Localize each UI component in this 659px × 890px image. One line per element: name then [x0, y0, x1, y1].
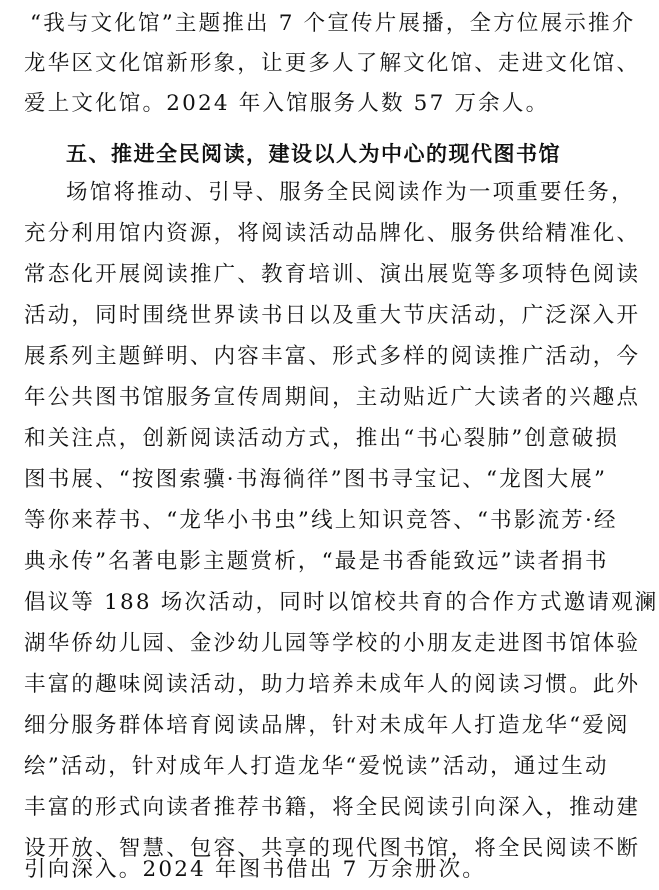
- paragraph-line: 绘”活动，针对成年人打造龙华“爱悦读”活动，通过生动: [24, 754, 609, 779]
- paragraph-line: “我与文化馆”主题推出 7 个宣传片展播，全方位展示推介: [30, 11, 636, 36]
- paragraph-line: 展系列主题鲜明、内容丰富、形式多样的阅读推广活动，今: [24, 344, 641, 369]
- paragraph-line: 倡议等 188 场次活动，同时以馆校共育的合作方式邀请观澜: [24, 590, 659, 615]
- paragraph-line: 设开放、智慧、包容、共享的现代图书馆，将全民阅读不断: [24, 836, 641, 861]
- paragraph-line: 典永传”名著电影主题赏析，“最是书香能致远”读者捐书: [24, 549, 609, 574]
- paragraph-line: 丰富的趣味阅读活动，助力培养未成年人的阅读习惯。此外: [24, 672, 641, 697]
- paragraph-line: 年公共图书馆服务宣传周期间，主动贴近广大读者的兴趣点: [24, 385, 641, 410]
- paragraph-line: 活动，同时围绕世界读书日以及重大节庆活动，广泛深入开: [24, 303, 641, 328]
- paragraph-line: 丰富的形式向读者推荐书籍，将全民阅读引向深入，推动建: [24, 795, 641, 820]
- paragraph-line: 常态化开展阅读推广、教育培训、演出展览等多项特色阅读: [24, 262, 641, 287]
- paragraph-line: 充分利用馆内资源，将阅读活动品牌化、服务供给精准化、: [24, 221, 641, 246]
- paragraph-line: 细分服务群体培育阅读品牌，针对未成年人打造龙华“爱阅: [24, 713, 630, 738]
- paragraph-line: 场馆将推动、引导、服务全民阅读作为一项重要任务，: [66, 180, 635, 205]
- paragraph-line: 和关注点，创新阅读活动方式，推出“书心裂肺”创意破损: [24, 426, 620, 451]
- section-heading: 五、推进全民阅读，建设以人为中心的现代图书馆: [66, 142, 561, 166]
- paragraph-line: 引向深入。2024 年图书借出 7 万余册次。: [24, 857, 486, 882]
- paragraph-line: 龙华区文化馆新形象，让更多人了解文化馆、走进文化馆、: [24, 51, 641, 76]
- paragraph-line: 爱上文化馆。2024 年入馆服务人数 57 万余人。: [24, 91, 550, 116]
- paragraph-line: 湖华侨幼儿园、金沙幼儿园等学校的小朋友走进图书馆体验: [24, 631, 641, 656]
- paragraph-line: 图书展、“按图索骥·书海徜徉”图书寻宝记、“龙图大展”: [24, 467, 608, 492]
- paragraph-line: 等你来荐书、“龙华小书虫”线上知识竞答、“书影流芳·经: [24, 508, 618, 533]
